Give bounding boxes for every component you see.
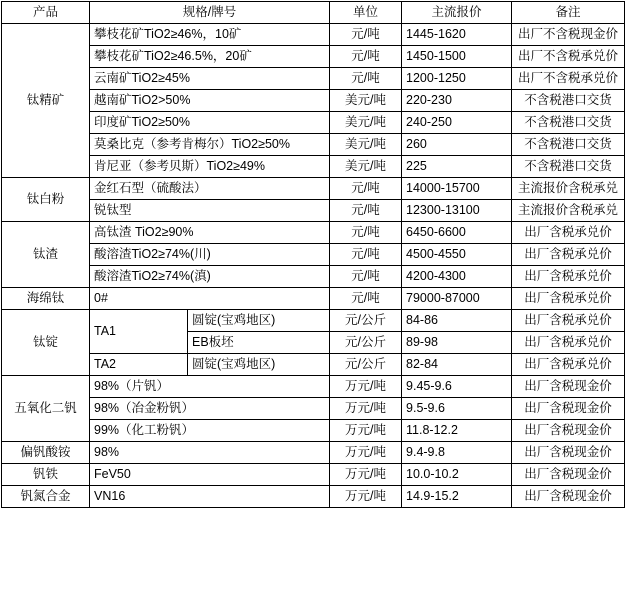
note-cell: 主流报价含税承兑	[512, 200, 625, 222]
spec-cell: 攀枝花矿TiO2≥46%，10矿	[90, 24, 330, 46]
spec-cell: 肯尼亚（参考贝斯）TiO2≥49%	[90, 156, 330, 178]
spec-grade-cell: TA2	[90, 354, 188, 376]
price-cell: 9.45-9.6	[402, 376, 512, 398]
price-cell: 1200-1250	[402, 68, 512, 90]
column-header-spec: 规格/牌号	[90, 2, 330, 24]
note-cell: 出厂不含税承兑价	[512, 46, 625, 68]
unit-cell: 美元/吨	[330, 156, 402, 178]
table-row	[2, 68, 625, 90]
column-header-note: 备注	[512, 2, 625, 24]
table-row	[2, 310, 625, 332]
product-category-cell: 偏钒酸铵	[2, 442, 90, 464]
price-cell: 220-230	[402, 90, 512, 112]
table-row	[2, 134, 625, 156]
price-cell: 10.0-10.2	[402, 464, 512, 486]
price-cell: 79000-87000	[402, 288, 512, 310]
unit-cell: 美元/吨	[330, 90, 402, 112]
unit-cell: 元/吨	[330, 200, 402, 222]
spec-detail-cell: 圆锭(宝鸡地区)	[188, 354, 330, 376]
spec-cell: FeV50	[90, 464, 330, 486]
note-cell: 不含税港口交货	[512, 134, 625, 156]
column-header-unit: 单位	[330, 2, 402, 24]
product-category-cell: 钒氮合金	[2, 486, 90, 508]
table-body	[2, 24, 625, 508]
price-cell: 260	[402, 134, 512, 156]
spec-detail-cell: EB板坯	[188, 332, 330, 354]
spec-cell: 99%（化工粉钒）	[90, 420, 330, 442]
product-category-cell: 钛锭	[2, 310, 90, 376]
table-row	[2, 178, 625, 200]
price-cell: 6450-6600	[402, 222, 512, 244]
price-cell: 89-98	[402, 332, 512, 354]
table-row	[2, 222, 625, 244]
price-cell: 82-84	[402, 354, 512, 376]
price-cell: 240-250	[402, 112, 512, 134]
table-row	[2, 398, 625, 420]
note-cell: 出厂含税现金价	[512, 486, 625, 508]
note-cell: 出厂含税承兑价	[512, 244, 625, 266]
note-cell: 出厂含税现金价	[512, 464, 625, 486]
product-category-cell: 钛精矿	[2, 24, 90, 178]
spec-cell: 云南矿TiO2≥45%	[90, 68, 330, 90]
table-row	[2, 90, 625, 112]
spec-cell: 98%	[90, 442, 330, 464]
price-cell: 4500-4550	[402, 244, 512, 266]
note-cell: 出厂含税现金价	[512, 398, 625, 420]
note-cell: 不含税港口交货	[512, 156, 625, 178]
product-category-cell: 钛渣	[2, 222, 90, 288]
note-cell: 出厂含税现金价	[512, 376, 625, 398]
spec-grade-cell: TA1	[90, 310, 188, 354]
spec-detail-cell: 圆锭(宝鸡地区)	[188, 310, 330, 332]
table-row	[2, 112, 625, 134]
product-category-cell: 海绵钛	[2, 288, 90, 310]
unit-cell: 元/吨	[330, 266, 402, 288]
unit-cell: 万元/吨	[330, 486, 402, 508]
product-category-cell: 钛白粉	[2, 178, 90, 222]
price-cell: 1445-1620	[402, 24, 512, 46]
note-cell: 出厂含税承兑价	[512, 332, 625, 354]
unit-cell: 万元/吨	[330, 398, 402, 420]
unit-cell: 元/公斤	[330, 354, 402, 376]
table-row	[2, 442, 625, 464]
table-row	[2, 200, 625, 222]
spec-cell: 98%（冶金粉钒）	[90, 398, 330, 420]
unit-cell: 元/吨	[330, 178, 402, 200]
table-header-row	[2, 2, 625, 24]
product-category-cell: 五氧化二钒	[2, 376, 90, 442]
table-row	[2, 46, 625, 68]
table-row	[2, 486, 625, 508]
spec-cell: 锐钛型	[90, 200, 330, 222]
note-cell: 出厂含税承兑价	[512, 266, 625, 288]
spec-cell: 金红石型（硫酸法）	[90, 178, 330, 200]
table-row	[2, 354, 625, 376]
column-header-price: 主流报价	[402, 2, 512, 24]
column-header-product: 产品	[2, 2, 90, 24]
unit-cell: 美元/吨	[330, 112, 402, 134]
price-cell: 9.5-9.6	[402, 398, 512, 420]
unit-cell: 万元/吨	[330, 420, 402, 442]
spec-cell: 印度矿TiO2≥50%	[90, 112, 330, 134]
unit-cell: 元/公斤	[330, 310, 402, 332]
table-row	[2, 24, 625, 46]
spec-cell: 酸溶渣TiO2≥74%(滇)	[90, 266, 330, 288]
price-cell: 1450-1500	[402, 46, 512, 68]
spec-cell: 越南矿TiO2>50%	[90, 90, 330, 112]
table-row	[2, 156, 625, 178]
table-row	[2, 288, 625, 310]
unit-cell: 元/公斤	[330, 332, 402, 354]
table-row	[2, 266, 625, 288]
note-cell: 出厂含税承兑价	[512, 354, 625, 376]
product-category-cell: 钒铁	[2, 464, 90, 486]
note-cell: 出厂不含税现金价	[512, 24, 625, 46]
unit-cell: 万元/吨	[330, 376, 402, 398]
spec-cell: 0#	[90, 288, 330, 310]
unit-cell: 元/吨	[330, 68, 402, 90]
price-cell: 11.8-12.2	[402, 420, 512, 442]
unit-cell: 元/吨	[330, 46, 402, 68]
unit-cell: 元/吨	[330, 222, 402, 244]
note-cell: 出厂含税承兑价	[512, 310, 625, 332]
table-row	[2, 244, 625, 266]
price-cell: 84-86	[402, 310, 512, 332]
note-cell: 主流报价含税承兑	[512, 178, 625, 200]
table-row	[2, 376, 625, 398]
unit-cell: 元/吨	[330, 288, 402, 310]
unit-cell: 元/吨	[330, 24, 402, 46]
unit-cell: 元/吨	[330, 244, 402, 266]
price-cell: 4200-4300	[402, 266, 512, 288]
table-row	[2, 464, 625, 486]
spec-cell: 98%（片钒）	[90, 376, 330, 398]
price-table	[1, 1, 625, 508]
note-cell: 出厂含税现金价	[512, 442, 625, 464]
note-cell: 出厂含税承兑价	[512, 222, 625, 244]
spec-cell: 高钛渣 TiO2≥90%	[90, 222, 330, 244]
spec-cell: VN16	[90, 486, 330, 508]
price-cell: 14000-15700	[402, 178, 512, 200]
note-cell: 出厂含税承兑价	[512, 288, 625, 310]
note-cell: 出厂不含税承兑价	[512, 68, 625, 90]
note-cell: 不含税港口交货	[512, 90, 625, 112]
price-cell: 225	[402, 156, 512, 178]
table-header	[2, 2, 625, 24]
unit-cell: 万元/吨	[330, 442, 402, 464]
unit-cell: 美元/吨	[330, 134, 402, 156]
spec-cell: 酸溶渣TiO2≥74%(川)	[90, 244, 330, 266]
note-cell: 不含税港口交货	[512, 112, 625, 134]
price-cell: 9.4-9.8	[402, 442, 512, 464]
price-cell: 12300-13100	[402, 200, 512, 222]
note-cell: 出厂含税现金价	[512, 420, 625, 442]
table-row	[2, 420, 625, 442]
price-cell: 14.9-15.2	[402, 486, 512, 508]
spec-cell: 莫桑比克（参考肯梅尔）TiO2≥50%	[90, 134, 330, 156]
unit-cell: 万元/吨	[330, 464, 402, 486]
spec-cell: 攀枝花矿TiO2≥46.5%，20矿	[90, 46, 330, 68]
